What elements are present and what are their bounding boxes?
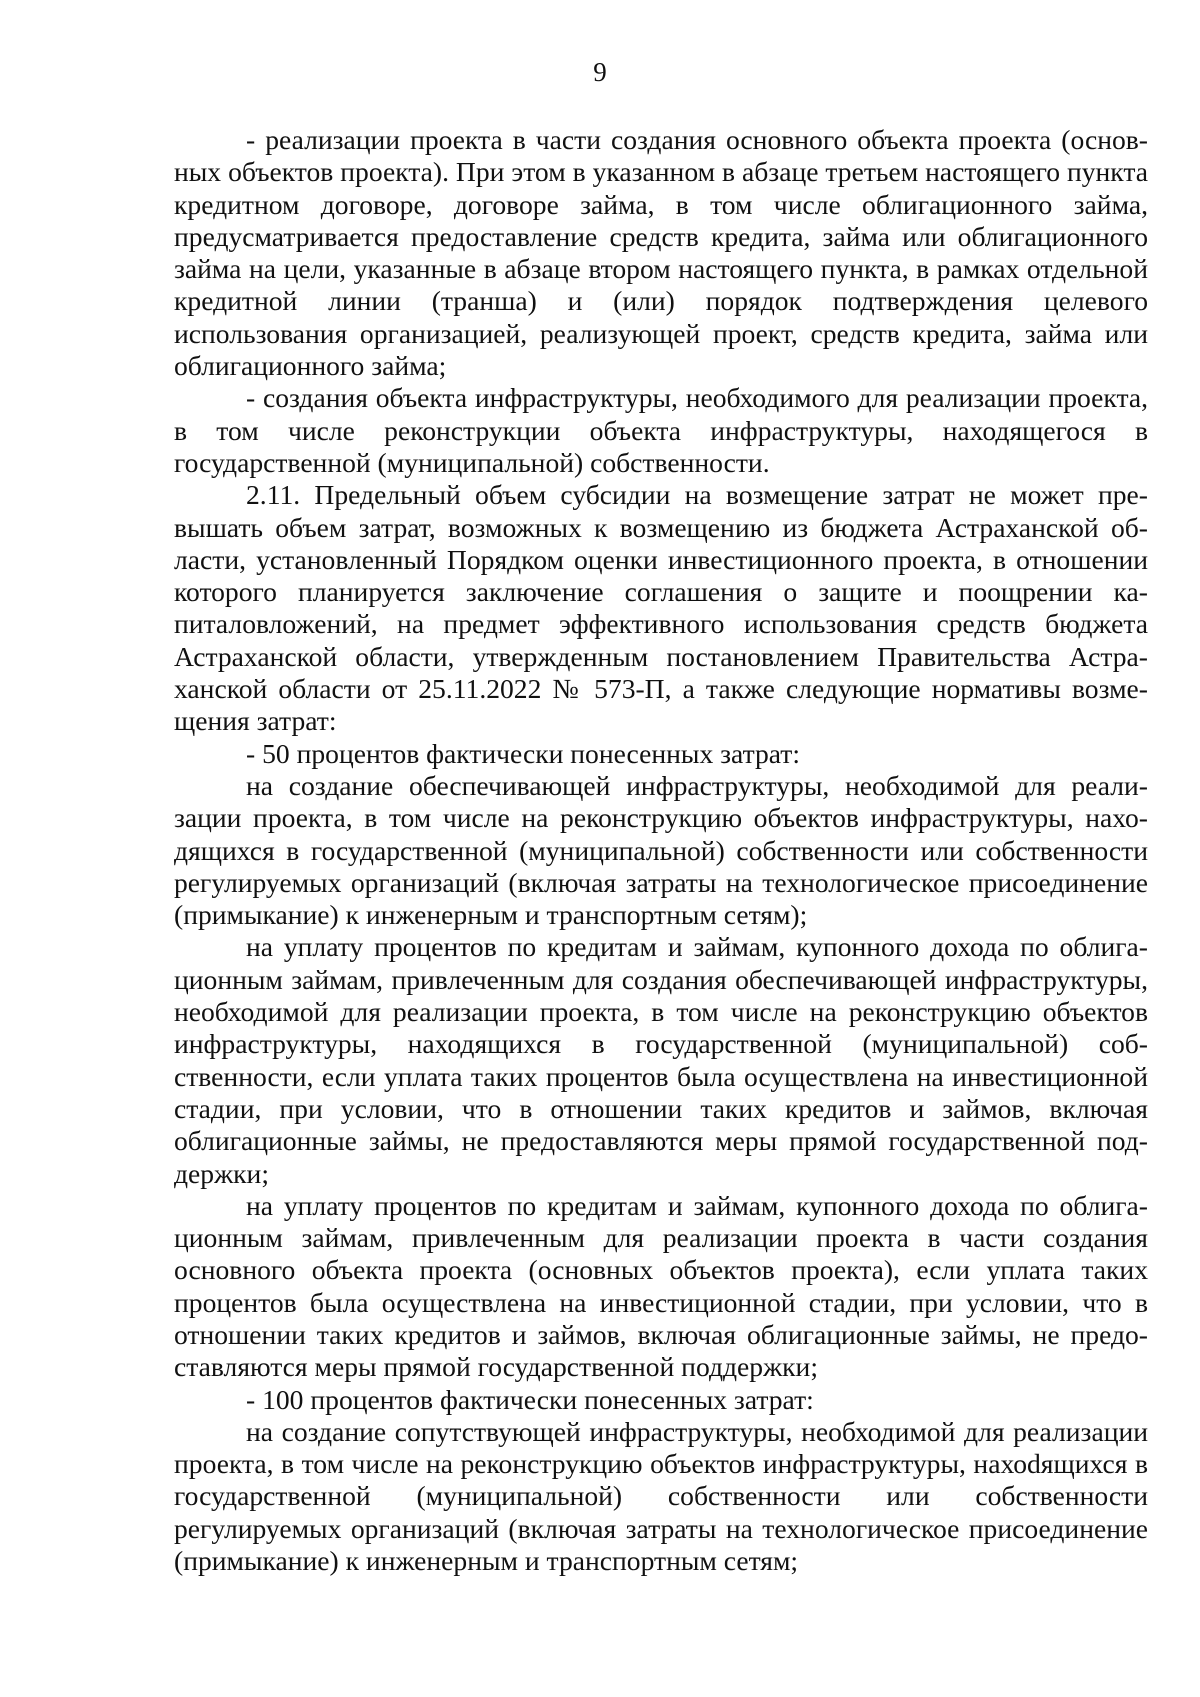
paragraph: на создание обеспечивающей инфраструктуры, необходимой для реализации проекта, в том числе на реконструкцию объектов инфраструктуры, находящихся в государственной (муниципальной) собственности или собственности регулируемых организаций (включая затраты на технологическое присоединение (примыкание) к инженерным и транспортным сетям);: [174, 769, 1148, 931]
page-number: 9: [593, 57, 607, 87]
document-body: [174, 124, 1148, 1577]
paragraph: на создание сопутствующей инфраструктуры, необходимой для реализации проекта, в том числе на реконструкцию объектов инфраструктуры, нахоdящихся в государственной (муниципальной) собственности или собственности регулируемых организаций (включая затраты на технологическое присоединение (примыкание) к инженерным и транспортным сетям;: [174, 1415, 1148, 1577]
paragraph: - 50 процентов фактически понесенных затрат:: [246, 737, 801, 769]
paragraph: на уплату процентов по кредитам и займам, купонного дохода по облигационным займам, привлеченным для создания обеспечивающей инфраструктуры, необходимой для реализации проекта, в том числе на реконструкцию объектов инфраструктуры, находящихся в государственной (муниципальной) собственности, если уплата таких процентов была осуществлена на инвестиционной стадии, при условии, что в отношении таких кредитов и займов, включая облигационные займы, не предоставляются меры прямой государственной поддержки;: [174, 931, 1148, 1189]
paragraph: 2.11. Предельный объем субсидии на возмещение затрат не может превышать объем затрат, возможных к возмещению из бюджета Астраханской области, установленный Порядком оценки инвестиционного проекта, в отношении которого планируется заключение соглашения о защите и поощрении капиталовложений, на предмет эффективного использования средств бюджета Астраханской области, утвержденным постановлением Правительства Астраханской области от 25.11.2022 № 573-П, а также следующие нормативы возмещения затрат:: [174, 479, 1148, 737]
paragraph: - реализации проекта в части создания основного объекта проекта (основных объектов проекта). При этом в указанном в абзаце третьем настоящего пункта кредитном договоре, договоре займа, в том числе облигационного займа, предусматривается предоставление средств кредита, займа или облигационного займа на цели, указанные в абзаце втором настоящего пункта, в рамках отдельной кредитной линии (транша) и (или) порядок подтверждения целевого использования организацией, реализующей проект, средств кредита, займа или облигационного займа;: [174, 124, 1148, 382]
paragraph: - 100 процентов фактически понесенных затрат:: [246, 1383, 814, 1415]
paragraph: на уплату процентов по кредитам и займам, купонного дохода по облигационным займам, привлеченным для реализации проекта в части создания основного объекта проекта (основных объектов проекта), если уплата таких процентов была осуществлена на инвестиционной стадии, при условии, что в отношении таких кредитов и займов, включая облигационные займы, не предоставляются меры прямой государственной поддержки;: [174, 1189, 1148, 1383]
paragraph: - создания объекта инфраструктуры, необходимого для реализации проекта, в том числе реконструкции объекта инфраструктуры, находящегося в государственной (муниципальной) собственности.: [174, 382, 1148, 478]
